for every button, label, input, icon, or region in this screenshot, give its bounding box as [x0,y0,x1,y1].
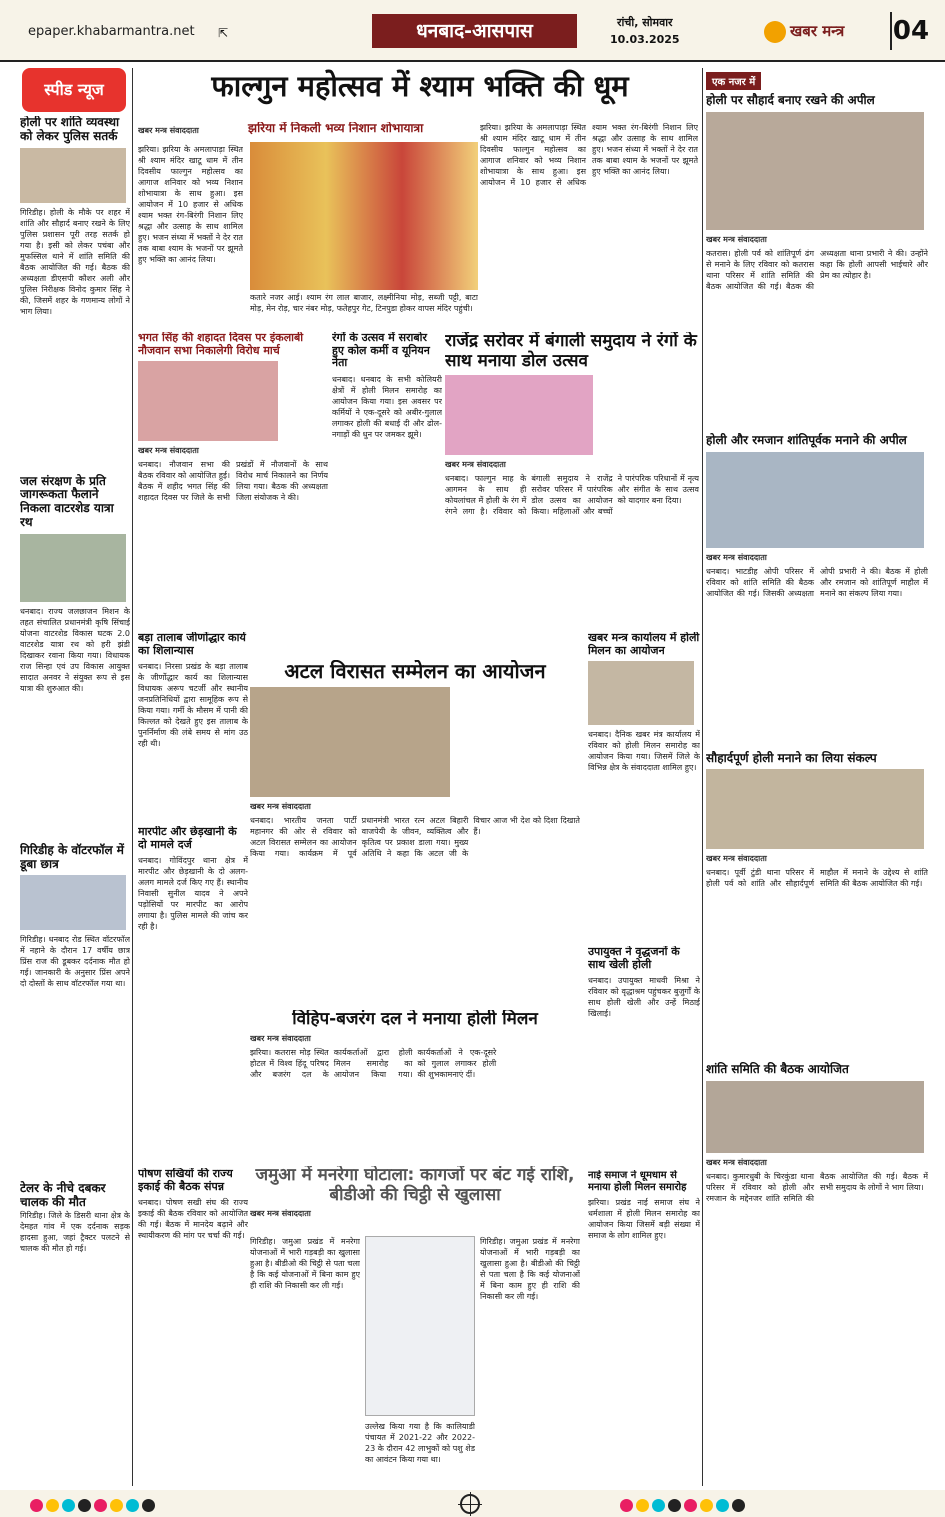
story-10-document-photo [365,1236,475,1416]
right-story-1-body: कतरास। होली पर्व को शांतिपूर्ण ढंग से मनाने के लिए रविवार को कतरास थाना परिसर में शांति समिति की बैठक आयोजित की गई। बैठक की अध्यक्षता थाना प्रभारी ने की। उन्होंने कहा कि होली आपसी भाईचारे और प्रेम का त्योहार है। [706,248,928,291]
column-divider [702,68,703,1486]
story-13-body: झरिया। प्रखंड नाई समाज संघ ने धर्मशाला में होली मिलन समारोह का आयोजन किया जिसमें बड़ी संख्या में समाज के लोग शामिल हुए। [588,1198,700,1240]
left-story-3-photo [20,875,126,930]
story-1-body: झरिया। झरिया के अमलापाड़ा स्थित श्री श्याम मंदिर खाटू धाम में तीन दिवसीय फाल्गुन महोत्सव का आगाज शनिवार को भव्य निशान शोभायात्रा के साथ हुआ। इस आयोजन में 10 हजार से अधिक श्याम भक्त रंग-बिरंगी निशान लिए श्रद्धा और उत्साह के साथ शामिल हुए। भजन संध्या में भक्तों ने देर रात तक बाबा श्याम के भजनों पर झूमते हुए भक्ति का आनंद लिया। [138,145,243,264]
story-1-byline: खबर मन्त्र संवाददाता [138,126,199,135]
story-1-cont [480,122,698,327]
story-1 [138,122,478,327]
color-dot [732,1499,745,1512]
page-footer [0,1490,945,1517]
story-13 [588,1170,700,1486]
story-12-title[interactable]: उपायुक्त ने वृद्धजनों के साथ खेली होली [588,946,680,971]
right-story-1-photo [706,112,924,230]
story-4-photo [445,375,593,455]
story-9 [250,1010,580,1160]
story-13-title[interactable]: नाई समाज ने धूमधाम से मनाया होली मिलन समारोह [588,1170,687,1193]
color-dot [142,1499,155,1512]
story-4-body: धनबाद। फाल्गुन माह के आगमन के साथ ही कोयलांचल में होली के रंग में रंगने लगा है। रविवार को बंगाली समुदाय ने राजेंद्र सरोवर परिसर में पारंपरिक डोल उत्सव का आयोजन किया। महिलाओं और बच्चों ने पारंपरिक परिधानों में नृत्य और संगीत के साथ उत्सव को यादगार बना दिया। [445,474,699,517]
color-dot [684,1499,697,1512]
story-1-photo [250,142,478,290]
right-story-2-photo [706,452,924,548]
right-story-3-body: धनबाद। पूर्वी टुंडी थाना परिसर में होली पर्व को शांति और सौहार्दपूर्ण माहौल में मनाने के उद्देश्य से शांति समिति की बैठक आयोजित की गई। [706,868,928,889]
right-kicker: एक नजर में [706,72,761,90]
right-story-2-body: धनबाद। भाटडीह ओपी परिसर में रविवार को शांति समिति की बैठक आयोजित की गई। जिसकी अध्यक्षता ओपी प्रभारी ने की। बैठक में होली और रमजान को शांतिपूर्ण माहौल में मनाने का संकल्प लिया गया। [706,566,928,598]
main-headline[interactable]: फाल्गुन महोत्सव में श्याम भक्ति की धूम [211,69,629,103]
story-8-body: धनबाद। भारतीय जनता पार्टी महानगर की ओर से रविवार को अटल विरासत सम्मेलन का आयोजन किया गया। कार्यक्रम में पूर्व प्रधानमंत्री भारत रत्न अटल बिहारी वाजपेयी के जीवन, व्यक्तित्व और कृतित्व पर प्रकाश डाला गया। मुख्य अतिथि ने कहा कि अटल जी के विचार आज भी देश को दिशा दिखाते हैं। [250,816,580,858]
right-story-2-byline: खबर मन्त्र संवाददाता [706,552,767,562]
color-dot [668,1499,681,1512]
story-10 [250,1166,580,1486]
left-story-2-photo [20,534,126,602]
right-story-3-title[interactable]: सौहार्दपूर्ण होली मनाने का लिया संकल्प [706,750,877,765]
right-story-4-byline: खबर मन्त्र संवाददाता [706,1158,767,1168]
color-dot [30,1499,43,1512]
left-story-3-body: गिरिडीह। धनबाद रोड स्थित वॉटरफॉल में नहाने के दौरान 17 वर्षीय छात्र प्रिंस राज की डूबकर दर्दनाक मौत हो गई। जानकारी के अनुसार प्रिंस अपने दो दोस्तों के साथ वॉटरफॉल गया था। [20,935,130,989]
right-column [706,70,928,1486]
story-5-body: धनबाद। निरसा प्रखंड के बड़ा तालाब के जीर्णोद्धार कार्य का शिलान्यास विधायक अरूप चटर्जी और स्थानीय जनप्रतिनिधियों द्वारा सामूहिक रूप से किया गया। गर्मी के मौसम में पानी की किल्लत को देखते हुए इस तालाब के पुनर्निर्माण की लंबे समय से मांग उठ रही थी। [138,662,248,749]
color-dot [46,1499,59,1512]
color-registration-right [620,1497,748,1511]
story-11-body: धनबाद। दैनिक खबर मंत्र कार्यालय में रविवार को होली मिलन समारोह का आयोजन किया गया। जिसमें जिले के विभिन्न क्षेत्र के संवाददाता शामिल हुए। [588,730,700,773]
story-12-body: धनबाद। उपायुक्त माधवी मिश्रा ने रविवार को वृद्धाश्रम पहुंचकर बुजुर्गों के साथ होली खेली और उन्हें मिठाई खिलाई। [588,976,700,1019]
story-11 [588,632,700,942]
color-dot [652,1499,665,1512]
color-dot [110,1499,123,1512]
story-7-title[interactable]: पोषण सखियों की राज्य इकाई की बैठक संपन्न [138,1168,233,1193]
story-6 [138,826,248,1096]
story-1-subhead[interactable]: झरिया में निकली भव्य निशान शोभायात्रा [248,122,424,135]
story-11-title[interactable]: खबर मन्त्र कार्यालय में होली मिलन का आयोजन [588,632,700,657]
story-8-byline: खबर मन्त्र संवाददाता [250,802,311,811]
color-dot [700,1499,713,1512]
story-6-title[interactable]: मारपीट और छेड़खानी के दो मामले दर्ज [138,826,237,851]
color-dot [636,1499,649,1512]
story-3 [332,332,442,628]
story-5-title[interactable]: बड़ा तालाब जीर्णोद्धार कार्य का शिलान्यास [138,632,246,657]
left-story-2-title[interactable]: जल संरक्षण के प्रति जागरूकता फैलाने निकला वाटरशेड यात्रा रथ [20,473,114,529]
story-2-photo [138,361,278,441]
page-header [0,0,945,62]
pointer-icon: ⇱ [218,26,229,40]
story-3-body: धनबाद। धनबाद के सभी कोलियरी क्षेत्रों में होली मिलन समारोह का आयोजन किया गया। इस अवसर पर कर्मियों ने एक-दूसरे को अबीर-गुलाल लगाकर होली की बधाई दी और ढोल-नगाड़ों की धुन पर जमकर झूमे। [332,374,442,439]
site-url[interactable]: epaper.khabarmantra.net [28,24,195,39]
color-dot [62,1499,75,1512]
right-story-3-photo [706,769,924,849]
color-dot [94,1499,107,1512]
story-10-byline: खबर मन्त्र संवाददाता [250,1209,311,1219]
story-3-title[interactable]: रंगों के उत्सव में सराबोर हुए कोल कर्मी व यूनियन नेता [332,332,430,370]
speed-news-badge: स्पीड न्यूज [22,68,126,112]
story-4 [445,332,699,628]
story-7-body: धनबाद। पोषण सखी संघ की राज्य इकाई की बैठक रविवार को आयोजित की गई। बैठक में मानदेय बढ़ाने और स्थायीकरण की मांग पर चर्चा की गई। [138,1198,248,1241]
story-10-body: गिरिडीह। जमुआ प्रखंड में मनरेगा योजनाओं में भारी गड़बड़ी का खुलासा हुआ है। बीडीओ की चिट्ठी से पता चला है कि कई योजनाओं में बिना काम हुए ही राशि की निकासी कर ली गई। [250,1237,360,1290]
story-10-caption: उल्लेख किया गया है कि कालियाडी पंचायत में 2021-22 और 2022-23 के दौरान 42 लाभुकों को पशु शेड का आवंटन किया गया था। [365,1422,475,1464]
left-story-1-body: गिरिडीह। होली के मौके पर शहर में शांति और सौहार्द बनाए रखने के लिए पुलिस प्रशासन पूरी तरह सतर्क हो गया है। इसी को लेकर पचंबा और मुफस्सिल थाने में शांति समिति की बैठक आयोजित की गई। बैठक की अध्यक्षता डीएसपी कौशर अली और पुलिस निरीक्षक विनोद कुमार सिंह ने की, जिसमें शहर के गणमान्य लोगों ने भाग लिया। [20,207,130,316]
issue-date: 10.03.2025 [610,33,680,46]
page-number: 04 [890,12,930,50]
left-story-4-body: गिरिडीह। जिले के डिसरी थाना क्षेत्र के देमहत गांव में एक दर्दनाक सड़क हादसा हुआ, जहां ट्रैक्टर पलटने से चालक की मौत हो गई। [20,1210,130,1253]
left-story-1-photo [20,148,126,203]
color-dot [620,1499,633,1512]
right-story-4-body: धनबाद। कुमारधुबी के चिरकुंडा थाना परिसर में रविवार को होली और रमजान के मद्देनजर शांति समिति की बैठक आयोजित की गई। बैठक में सभी समुदाय के लोगों ने भाग लिया। [706,1172,928,1204]
left-story-3-title[interactable]: गिरिडीह के वॉटरफॉल में डूबा छात्र [20,842,124,871]
registration-mark-icon [460,1494,480,1514]
story-2-byline: खबर मन्त्र संवाददाता [138,446,199,456]
story-8-photo [250,687,450,797]
right-story-1-title[interactable]: होली पर सौहार्द बनाए रखने की अपील [706,93,875,107]
color-dot [126,1499,139,1512]
left-story-1-title[interactable]: होली पर शांति व्यवस्था को लेकर पुलिस सतर्क [20,116,120,143]
story-4-byline: खबर मन्त्र संवाददाता [445,460,506,470]
story-12 [588,946,700,1156]
story-2-body: धनबाद। नौजवान सभा की बैठक रविवार को आयोजित हुई। बैठक में शहीद भगत सिंह की शहादत दिवस पर जिले के सभी प्रखंडों में नौजवानों के साथ विरोध मार्च निकालने का निर्णय लिया गया। बैठक की अध्यक्षता जिला संयोजक ने की। [138,460,328,503]
story-9-title[interactable]: विहिप-बजरंग दल ने मनाया होली मिलन [292,1010,538,1029]
left-story-4-title[interactable]: टेलर के नीचे दबकर चालक की मौत [20,1181,106,1210]
color-dot [716,1499,729,1512]
story-9-body: झरिया। कतरास मोड़ स्थित होटल में विश्व हिंदू परिषद और बजरंग दल के कार्यकर्ताओं द्वारा होली मिलन समारोह का आयोजन किया गया। कार्यकर्ताओं ने एक-दूसरे को गुलाल लगाकर होली की शुभकामनाएं दीं। [250,1047,497,1079]
story-5 [138,632,248,822]
right-story-4-title[interactable]: शांति समिति की बैठक आयोजित [706,1062,849,1077]
right-story-1-byline: खबर मन्त्र संवाददाता [706,234,767,244]
left-column [20,116,130,1486]
story-6-body: धनबाद। गोविंदपुर थाना क्षेत्र में मारपीट और छेड़खानी के दो अलग-अलग मामले दर्ज किए गए हैं। स्थानीय निवासी सुनील यादव ने अपने पड़ोसियों पर मारपीट का आरोप लगाया है। पुलिस मामले की जांच कर रही है। [138,856,248,932]
right-story-2-title[interactable]: होली और रमजान शांतिपूर्वक मनाने की अपील [706,432,907,447]
story-1-caption: कतारे नजर आई। श्याम रंग लाल बाजार, लक्ष्मीनिया मोड़, सब्जी पट्टी, बाटा मोड़, मेन रोड़, चार नंबर मोड़, फतेहपुर गेट, टिनपुडा होकर वापस मंदिर पहुंची। [250,293,478,313]
story-9-byline: खबर मन्त्र संवाददाता [250,1033,311,1043]
right-story-3-byline: खबर मन्त्र संवाददाता [706,854,767,864]
left-story-2-body: धनबाद। राज्य जलछाजन मिशन के तहत संचालित प्रधानमंत्री कृषि सिंचाई योजना वाटरशेड विकास घटक 2.0 वाटरशेड यात्रा रथ को हरी झंडी दिखाकर रवाना किया गया। विधायक राज सिन्हा एवं उप विकास आयुक्त सादात अनवर ने संयुक्त रूप से इस यात्रा की शुरुआत की। [20,606,130,693]
color-dot [78,1499,91,1512]
story-2 [138,332,328,628]
column-divider [132,68,133,1486]
story-10-body-cont: गिरिडीह। जमुआ प्रखंड में मनरेगा योजनाओं में भारी गड़बड़ी का खुलासा हुआ है। बीडीओ की चिट्ठी से पता चला है कि कई योजनाओं में बिना काम हुए ही राशि की निकासी कर ली गई। [480,1237,580,1301]
logo-icon [764,21,786,43]
story-8 [250,660,580,1000]
story-2-title[interactable]: भगत सिंह की शहादत दिवस पर इंकलाबी नौजवान सभा निकालेगी विरोध मार्च [138,332,304,357]
color-registration-left [30,1497,158,1511]
story-11-photo [588,661,694,725]
story-10-title[interactable]: जमुआ में मनरेगा घोटाला: कागजों पर बंट गई राशि, बीडीओ की चिट्ठी से खुलासा [255,1166,575,1205]
story-7 [138,1168,248,1486]
story-1-body-cont: झरिया। झरिया के अमलापाड़ा स्थित श्री श्याम मंदिर खाटू धाम में तीन दिवसीय फाल्गुन महोत्सव का आगाज शनिवार को भव्य निशान शोभायात्रा के साथ हुआ। इस आयोजन में 10 हजार से अधिक श्याम भक्त रंग-बिरंगी निशान लिए श्रद्धा और उत्साह के साथ शामिल हुए। भजन संध्या में भक्तों ने देर रात तक बाबा श्याम के भजनों पर झूमते हुए भक्ति का आनंद लिया। [480,123,698,187]
date-block [610,14,680,48]
story-4-title[interactable]: राजेंद्र सरोवर में बंगाली समुदाय ने रंगों के साथ मनाया डोल उत्सव [445,332,697,371]
brand-logo [764,16,884,46]
city-day: रांची, सोमवार [617,16,673,29]
brand-name: खबर मन्त्र [790,22,845,40]
story-8-title[interactable]: अटल विरासत सम्मेलन का आयोजन [284,660,546,683]
section-title: धनबाद-आसपास [372,14,577,48]
right-story-4-photo [706,1081,924,1153]
